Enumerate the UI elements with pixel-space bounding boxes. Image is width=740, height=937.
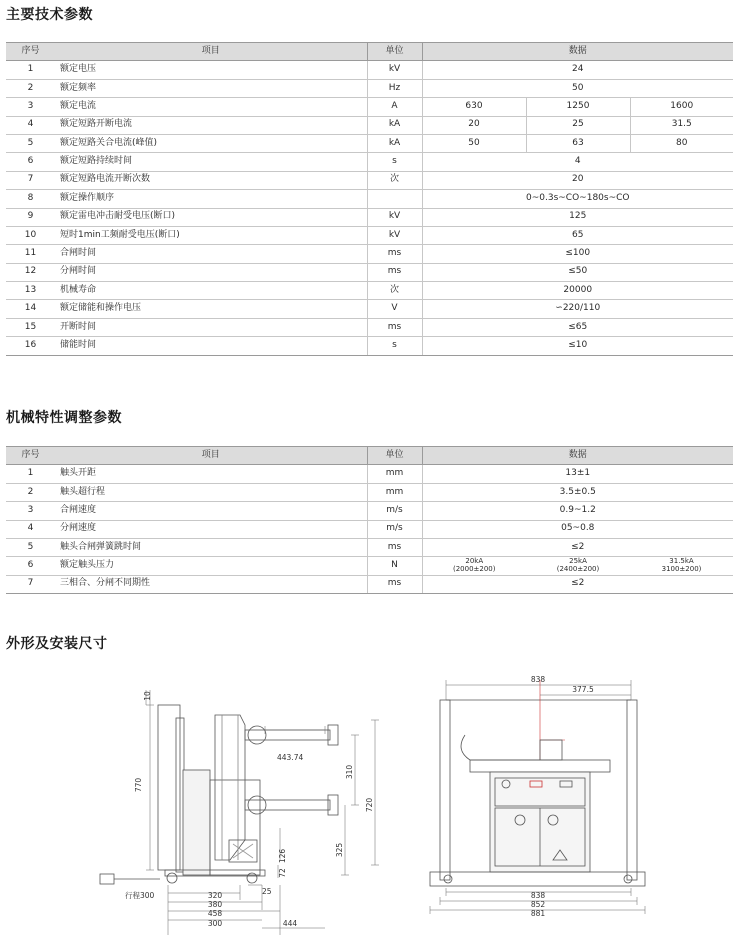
wheel-icon: [247, 873, 257, 883]
table-header-row: [6, 43, 733, 61]
header-data: 数据: [422, 43, 733, 61]
row-unit: ms: [367, 538, 422, 556]
dim-label: 25: [262, 887, 272, 896]
row-item: 额定频率: [55, 79, 367, 97]
dimension-drawing: [0, 660, 740, 937]
row-value: ≤10: [422, 337, 733, 355]
row-item: 开断时间: [55, 318, 367, 336]
row-no: 16: [6, 337, 55, 355]
pole-handle: [461, 735, 540, 760]
row-item: 储能时间: [55, 337, 367, 355]
row-item: 额定触头压力: [55, 557, 367, 575]
row-force-value: [422, 557, 526, 575]
upper-contact-arm: [245, 730, 330, 740]
row-value: 1250: [526, 98, 630, 116]
table-row: [6, 190, 733, 208]
row-no: 10: [6, 226, 55, 244]
row-item: 额定储能和操作电压: [55, 300, 367, 318]
row-value: 13±1: [422, 465, 733, 483]
row-no: 11: [6, 245, 55, 263]
row-value: ≤2: [422, 538, 733, 556]
wheel-icon: [624, 875, 632, 883]
table-row: [6, 134, 733, 152]
row-unit: kV: [367, 226, 422, 244]
row-force-value: [526, 557, 630, 575]
row-value: ∽220/110: [422, 300, 733, 318]
row-unit: kA: [367, 116, 422, 134]
row-unit: A: [367, 98, 422, 116]
row-value: 63: [526, 134, 630, 152]
row-unit: 次: [367, 171, 422, 189]
row-item: 额定短路电流开断次数: [55, 171, 367, 189]
row-value: 125: [422, 208, 733, 226]
row-item: 额定短路关合电流(峰值): [55, 134, 367, 152]
row-item: 触头合闸弹簧跳时间: [55, 538, 367, 556]
row-unit: ms: [367, 318, 422, 336]
row-no: 7: [6, 171, 55, 189]
row-no: 2: [6, 483, 55, 501]
row-unit: ms: [367, 263, 422, 281]
row-unit: kV: [367, 208, 422, 226]
row-value: ≤2: [422, 575, 733, 593]
dim-label: 770: [134, 777, 143, 793]
row-item: 触头开距: [55, 465, 367, 483]
row-item: 额定短路开断电流: [55, 116, 367, 134]
row-no: 4: [6, 116, 55, 134]
table-row: [6, 300, 733, 318]
row-unit: kA: [367, 134, 422, 152]
dim-label: 10: [143, 691, 152, 701]
force-range: (2000±200): [452, 565, 496, 574]
table-row: [6, 337, 733, 355]
row-value: ≤65: [422, 318, 733, 336]
table-row: [6, 79, 733, 97]
table-row: [6, 483, 733, 501]
row-no: 4: [6, 520, 55, 538]
row-value: ≤100: [422, 245, 733, 263]
row-unit: [367, 190, 422, 208]
row-item: 机械寿命: [55, 282, 367, 300]
table-row: [6, 171, 733, 189]
row-unit: mm: [367, 483, 422, 501]
dim-label: 881: [530, 909, 546, 918]
row-item: 合闸时间: [55, 245, 367, 263]
dim-label: 325: [335, 842, 344, 858]
row-value: 05~0.8: [422, 520, 733, 538]
dim-label: 852: [530, 900, 546, 909]
row-unit: m/s: [367, 520, 422, 538]
row-value: 20: [422, 116, 526, 134]
dim-label: 443.74: [277, 753, 304, 762]
front-chassis: [430, 872, 645, 886]
table-row: [6, 98, 733, 116]
row-no: 6: [6, 153, 55, 171]
lower-cabinet: [210, 780, 260, 875]
table-row: [6, 245, 733, 263]
table-row: [6, 318, 733, 336]
row-no: 13: [6, 282, 55, 300]
pole-column: [215, 715, 245, 860]
force-range: (2400±200): [556, 565, 600, 574]
upper-contact: [328, 725, 338, 745]
front-top-bar: [470, 760, 610, 772]
row-value: 1600: [630, 98, 733, 116]
row-value: 4: [422, 153, 733, 171]
dim-label: 458: [207, 909, 223, 918]
table-header-row: [6, 447, 733, 465]
dim-label: 377.5: [572, 685, 594, 694]
left-rail: [440, 700, 450, 880]
force-range: 3100±200): [661, 565, 702, 574]
table-row: [6, 116, 733, 134]
front-contact: [540, 740, 562, 760]
table-row: [6, 575, 733, 593]
row-unit: ms: [367, 245, 422, 263]
row-unit: 次: [367, 282, 422, 300]
row-no: 1: [6, 61, 55, 79]
row-value: ≤50: [422, 263, 733, 281]
row-unit: kV: [367, 61, 422, 79]
row-item: 合闸速度: [55, 502, 367, 520]
header-unit: 单位: [367, 447, 422, 465]
lower-contact-arm: [245, 800, 330, 810]
row-value: 50: [422, 134, 526, 152]
table-row: [6, 538, 733, 556]
header-data: 数据: [422, 447, 733, 465]
dim-label: 720: [365, 797, 374, 813]
row-no: 3: [6, 98, 55, 116]
center-line: [540, 680, 565, 760]
main-params-table: [6, 42, 733, 356]
row-value: 20: [422, 171, 733, 189]
row-value: 0~0.3s~CO~180s~CO: [422, 190, 733, 208]
dim-label: 300: [207, 919, 223, 928]
row-unit: Hz: [367, 79, 422, 97]
table-row: [6, 282, 733, 300]
table-row: [6, 61, 733, 79]
row-unit: V: [367, 300, 422, 318]
dim-label: 838: [530, 891, 546, 900]
table-row: [6, 502, 733, 520]
row-unit: s: [367, 337, 422, 355]
row-value: 630: [422, 98, 526, 116]
dim-label: 380: [207, 900, 223, 909]
row-no: 2: [6, 79, 55, 97]
row-value: 31.5: [630, 116, 733, 134]
header-item: 项目: [55, 447, 367, 465]
row-unit: m/s: [367, 502, 422, 520]
row-item: 三相合、分闸不同期性: [55, 575, 367, 593]
table-row: [6, 465, 733, 483]
wheel-icon: [167, 873, 177, 883]
row-item: 短时1min工频耐受电压(断口): [55, 226, 367, 244]
table-row: [6, 226, 733, 244]
row-force-value: [630, 557, 733, 575]
handle-icon: [100, 874, 114, 884]
row-item: 额定短路持续时间: [55, 153, 367, 171]
dim-label: 310: [345, 764, 354, 780]
row-no: 9: [6, 208, 55, 226]
section-title-dimensions: 外形及安装尺寸: [6, 636, 108, 652]
table-row: [6, 263, 733, 281]
dim-label: 444: [282, 919, 298, 928]
row-item: 分闸速度: [55, 520, 367, 538]
row-value: 20000: [422, 282, 733, 300]
force-rating: 31.5kA: [669, 557, 694, 566]
row-no: 3: [6, 502, 55, 520]
row-no: 5: [6, 538, 55, 556]
row-value: 80: [630, 134, 733, 152]
row-item: 额定电压: [55, 61, 367, 79]
row-no: 5: [6, 134, 55, 152]
right-rail: [627, 700, 637, 880]
row-value: 0.9~1.2: [422, 502, 733, 520]
table-row: [6, 520, 733, 538]
row-no: 1: [6, 465, 55, 483]
force-rating: 20kA: [465, 557, 484, 566]
dim-label: 838: [530, 675, 546, 684]
section-title-main-params: 主要技术参数: [6, 7, 93, 23]
row-item: 额定电流: [55, 98, 367, 116]
dim-label: 320: [207, 891, 223, 900]
table-row: [6, 208, 733, 226]
mech-params-table: [6, 446, 733, 594]
row-value: 3.5±0.5: [422, 483, 733, 501]
dim-label: 72: [278, 868, 287, 878]
row-no: 8: [6, 190, 55, 208]
row-no: 15: [6, 318, 55, 336]
header-no: 序号: [6, 447, 55, 465]
dim-label: 126: [278, 848, 287, 864]
row-unit: mm: [367, 465, 422, 483]
row-no: 12: [6, 263, 55, 281]
front-view: [430, 680, 645, 914]
row-unit: ms: [367, 575, 422, 593]
header-item: 项目: [55, 43, 367, 61]
row-item: 触头超行程: [55, 483, 367, 501]
row-value: 24: [422, 61, 733, 79]
travel-label: 行程300: [125, 891, 155, 900]
header-unit: 单位: [367, 43, 422, 61]
row-no: 14: [6, 300, 55, 318]
row-item: 额定操作顺序: [55, 190, 367, 208]
row-value: 50: [422, 79, 733, 97]
lower-contact: [328, 795, 338, 815]
row-item: 额定雷电冲击耐受电压(断口): [55, 208, 367, 226]
table-row: [6, 557, 733, 575]
wheel-icon: [444, 875, 452, 883]
row-unit: s: [367, 153, 422, 171]
row-value: 65: [422, 226, 733, 244]
row-unit: N: [367, 557, 422, 575]
mechanism-box: [183, 770, 210, 875]
force-rating: 25kA: [569, 557, 587, 566]
row-item: 分闸时间: [55, 263, 367, 281]
row-no: 7: [6, 575, 55, 593]
table-row: [6, 153, 733, 171]
row-value: 25: [526, 116, 630, 134]
row-no: 6: [6, 557, 55, 575]
section-title-mech-params: 机械特性调整参数: [6, 410, 122, 426]
side-panel: [158, 705, 180, 870]
header-no: 序号: [6, 43, 55, 61]
